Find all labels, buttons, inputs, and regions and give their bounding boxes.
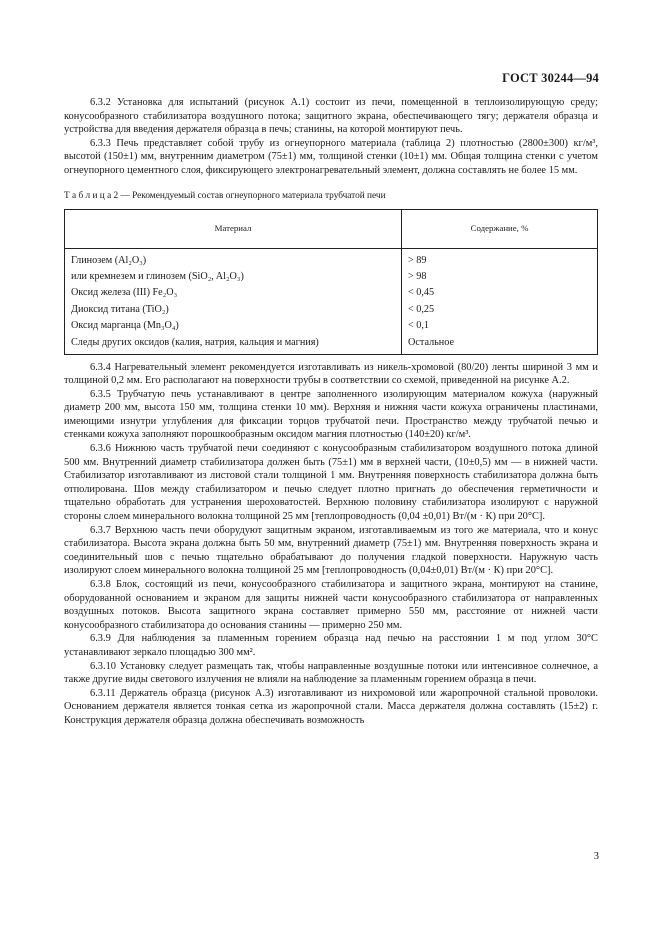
table-row bbox=[65, 301, 598, 317]
table-row bbox=[65, 269, 598, 285]
table-cell-material: Глинозем (Al₂O₃) bbox=[65, 249, 402, 269]
paragraph-6-3-8: 6.3.8 Блок, состоящий из печи, конусообразного стабилизатора и защитного экрана, монтируют на станине, оборудованной основанием и экраном для защиты нижней части конусообразного стабилизатора от направленных воздушных потоков. Высота защитного экрана составляет примерно 550 мм, расстояние от нижней части конусообразного стабилизатора до основания станины — примерно 250 мм. bbox=[64, 579, 598, 631]
table-row bbox=[65, 249, 598, 269]
table-cell-material: или кремнезем и глинозем (SiO₂, Al₂O₃) bbox=[65, 269, 402, 285]
table-cell-content: < 0,45 bbox=[408, 287, 435, 299]
table-cell-content: > 98 bbox=[408, 270, 427, 282]
table-cell-content: > 89 bbox=[408, 254, 427, 266]
paragraph-6-3-11: 6.3.11 Держатель образца (рисунок А.3) изготавливают из нихромовой или жаропрочной стальной проволоки. Основанием держателя является тонкая сетка из жаропрочной стали. Масса держателя должна составлять (15±2) г. Конструкция держателя образца должна обеспечивать возможность bbox=[64, 687, 598, 726]
composition-table bbox=[64, 209, 598, 354]
paragraph-6-3-10: 6.3.10 Установку следует размещать так, чтобы направленные воздушные потоки или интенсивное солнечное, а также другие виды светового излучения не влияли на наблюдение за пламенным горением образца в печи. bbox=[64, 660, 598, 686]
table-row bbox=[65, 334, 598, 354]
paragraph-6-3-7: 6.3.7 Верхнюю часть печи оборудуют защитным экраном, изготавливаемым из того же материала, что и конус стабилизатора. Высота экрана должна быть 50 мм, внутренний диаметр (75±1) мм. Внутренняя поверхность экрана и соединительный шов с печью тщательно обрабатывают до получения гладкой поверхности. Наружную часть изолируют слоем минерального волокна толщиной 25 мм [теплопроводность (0,04±0,01) Вт/(м · К) при 20°С]. bbox=[64, 524, 598, 577]
table-header-content: Содержание, % bbox=[402, 210, 598, 249]
document-body bbox=[64, 96, 598, 728]
table-cell-material: Следы других оксидов (калия, натрия, кальция и магния) bbox=[65, 334, 402, 354]
paragraph-6-3-5: 6.3.5 Трубчатую печь устанавливают в центре заполненного изолирующим материалом кожуха (наружный диаметр 200 мм, высота 150 мм, толщина стенки 10 мм). Верхняя и нижняя части кожуха ограничены пластинами, имеющими изнутри углубления для фиксации торцов трубчатой печи. Пространство между трубчатой печью и стенками кожуха заполняют порошкообразным оксидом магния плотностью (140±20) кг/м³. bbox=[64, 388, 598, 441]
table-cell-content: < 0,25 bbox=[408, 303, 435, 315]
paragraph-6-3-2: 6.3.2 Установка для испытаний (рисунок А.1) состоит из печи, помещенной в теплоизолирующую среду; конусообразного стабилизатора воздушного потока; защитного экрана, обеспечивающего тягу; держателя образца и устройства для введения держателя образца в печь; станины, на которой монтируют печь. bbox=[64, 97, 598, 136]
paragraph-6-3-9: 6.3.9 Для наблюдения за пламенным горением образца над печью на расстоянии 1 м под углом 30°С устанавливают зеркало площадью 300 мм². bbox=[64, 633, 598, 658]
table-header-row bbox=[65, 210, 598, 249]
standard-header: ГОСТ 30244—94 bbox=[502, 71, 599, 85]
table-cell-content: Остальное bbox=[408, 336, 454, 348]
paragraph-6-3-3: 6.3.3 Печь представляет собой трубу из огнеупорного материала (таблица 2) плотностью (2800±300) кг/м³, высотой (150±1) мм, внутренним диаметром (75±1) мм, толщиной стенки (10±1) мм. Общая толщина стенки с учетом огнеупорного цементного слоя, фиксирующего электронагревательный элемент, должна составлять не более 15 мм. bbox=[64, 137, 598, 176]
table-row bbox=[65, 285, 598, 301]
paragraph-6-3-6: 6.3.6 Нижнюю часть трубчатой печи соединяют с конусообразным стабилизатором воздушного потока длиной 500 мм. Внутренний диаметр стабилизатора должен быть (75±1) мм в верхней части, (10±0,5) мм — в нижней части. Стабилизатор изготавливают из листовой стали толщиной 1 мм. Внутренняя поверхность стабилизатора должна быть отполирована. Шов между стабилизатором и печью следует плотно пригнать до обеспечения герметичности и тщательно обработать для устранения шероховатостей. Верхнюю половину стабилизатора изолируют с наружной стороны слоем минерального волокна толщиной 25 мм [теплопроводность (0,04 ±0,01) Вт/(м · К) при 20°С]. bbox=[64, 443, 598, 523]
table-cell-content: < 0,1 bbox=[408, 320, 430, 332]
table-cell-material: Оксид марганца (Mn₃O₄) bbox=[65, 318, 402, 334]
table-header-material: Материал bbox=[65, 210, 402, 249]
page-number: 3 bbox=[593, 851, 599, 862]
table-caption: Т а б л и ц а 2 — Рекомендуемый состав огнеупорного материала трубчатой печи bbox=[64, 190, 386, 201]
table-row bbox=[65, 318, 598, 334]
table-cell-material: Оксид железа (III) Fe₂O₃ bbox=[65, 285, 402, 301]
paragraph-6-3-4: 6.3.4 Нагревательный элемент рекомендуется изготавливать из никель-хромовой (80/20) ленты шириной 3 мм и толщиной 0,2 мм. Его располагают на поверхности трубы в соответствии со схемой, приведенной на рисунке А.2. bbox=[64, 361, 598, 387]
table-cell-material: Диоксид титана (TiO₂) bbox=[65, 301, 402, 317]
